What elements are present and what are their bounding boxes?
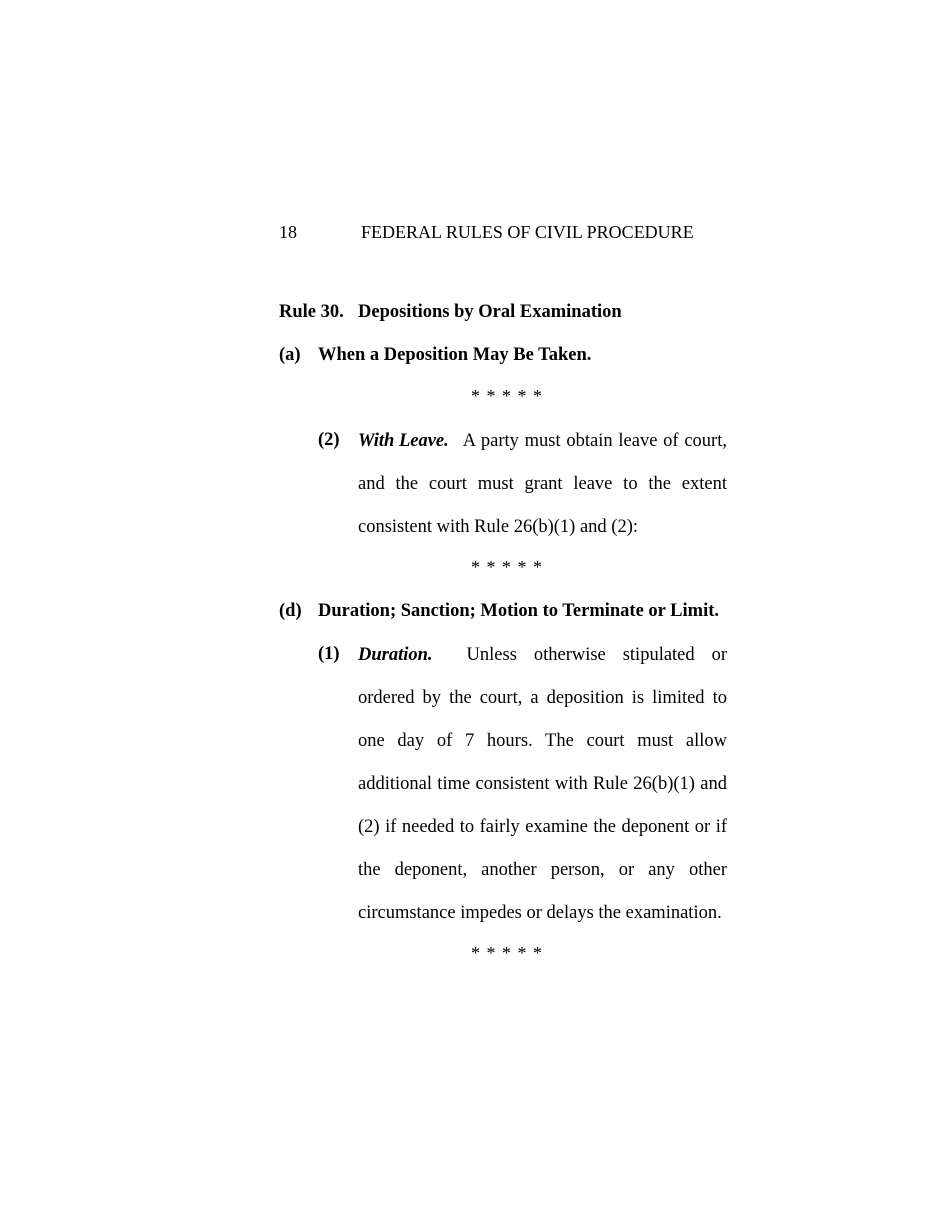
paragraph-d1-line-6: the deponent, another person, or any other — [358, 860, 727, 880]
omission-marker: * * * * * — [471, 557, 543, 577]
paragraph-a2-first-line — [358, 430, 727, 452]
paragraph-d1-line-3: one day of 7 hours. The court must allow — [358, 731, 727, 751]
paragraph-d1-line-2: ordered by the court, a deposition is limited to — [358, 688, 727, 708]
paragraph-a2-line-2: and the court must grant leave to the extent — [358, 474, 727, 494]
paragraph-d1-marker: (1) — [318, 644, 340, 664]
subdivision-a-marker: (a) — [279, 345, 301, 365]
subdivision-d-marker: (d) — [279, 601, 302, 621]
paragraph-d1-line-4: additional time consistent with Rule 26(b)(1) and — [358, 774, 727, 794]
subdivision-a-heading: When a Deposition May Be Taken. — [318, 345, 592, 365]
paragraph-d1-line-5: (2) if needed to fairly examine the deponent or if — [358, 817, 727, 837]
paragraph-a2-lead: With Leave. — [358, 431, 449, 451]
paragraph-d1-first-line — [358, 644, 727, 666]
paragraph-d1-line-7: circumstance impedes or delays the examination. — [358, 903, 722, 923]
rule-number: Rule 30. — [279, 302, 344, 322]
page-number: 18 — [279, 222, 297, 242]
paragraph-a2-line-1: A party must obtain leave of court, — [462, 431, 727, 451]
running-head-title: FEDERAL RULES OF CIVIL PROCEDURE — [361, 222, 694, 242]
omission-marker: * * * * * — [471, 386, 543, 406]
rule-title: Depositions by Oral Examination — [358, 302, 622, 322]
subdivision-d-heading: Duration; Sanction; Motion to Terminate or Limit. — [318, 601, 719, 621]
paragraph-d1-lead: Duration. — [358, 645, 433, 665]
paragraph-a2-marker: (2) — [318, 430, 340, 450]
paragraph-a2-line-3: consistent with Rule 26(b)(1) and (2): — [358, 517, 639, 537]
omission-marker: * * * * * — [471, 943, 543, 963]
paragraph-d1-line-1: Unless otherwise stipulated or — [466, 645, 727, 665]
